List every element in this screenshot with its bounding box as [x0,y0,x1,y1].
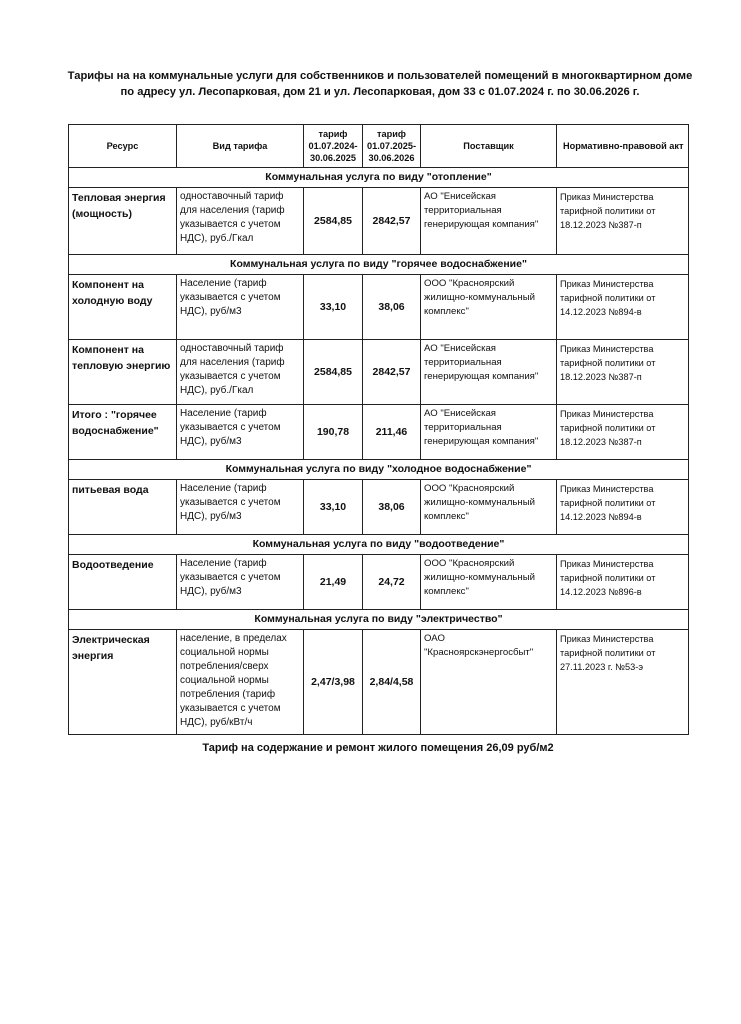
table-row [69,630,689,735]
supplier-cell: ООО "Красноярский жилищно-коммунальный комплекс" [421,555,557,610]
act-cell: Приказ Министерства тарифной политики от 18.12.2023 №387-п [557,405,689,460]
table-row [69,275,689,340]
table-row [69,405,689,460]
tariff-type-cell: одноставочный тариф для населения (тариф указывается с учетом НДС), руб./Гкал [177,340,304,405]
tariff-2025-cell: 38,06 [363,480,421,535]
resource-cell: Водоотведение [69,555,177,610]
resource-cell: Итого : "горячее водоснабжение" [69,405,177,460]
section-row [69,168,689,188]
tariff-2024-cell: 2,47/3,98 [304,630,363,735]
section-row [69,255,689,275]
header-tariff-2025: тариф 01.07.2025-30.06.2026 [363,125,421,168]
tariff-type-cell: Население (тариф указывается с учетом НДС), руб/м3 [177,275,304,340]
tariff-table [68,124,689,735]
header-act: Нормативно-правовой акт [557,125,689,168]
document-title [60,68,700,100]
section-electricity: Коммунальная услуга по виду "электричество" [69,610,689,630]
title-line-2: по адресу ул. Лесопарковая, дом 21 и ул. Лесопарковая, дом 33 с 01.07.2024 г. по 30.06.2026 г. [120,86,640,98]
title-line-1: Тарифы на на коммунальные услуги для собственников и пользователей помещений в многоквартирном доме [67,70,693,82]
header-tariff-type: Вид тарифа [177,125,304,168]
resource-cell: питьевая вода [69,480,177,535]
section-row [69,460,689,480]
tariff-2025-cell: 2,84/4,58 [363,630,421,735]
tariff-2024-cell: 190,78 [304,405,363,460]
act-cell: Приказ Министерства тарифной политики от 27.11.2023 г. №53-э [557,630,689,735]
supplier-cell: АО "Енисейская территориальная генерирующая компания" [421,405,557,460]
table-row [69,188,689,255]
supplier-cell: ООО "Красноярский жилищно-коммунальный комплекс" [421,480,557,535]
resource-cell: Тепловая энергия (мощность) [69,188,177,255]
table-row [69,480,689,535]
tariff-2024-cell: 33,10 [304,480,363,535]
tariff-2024-cell: 2584,85 [304,340,363,405]
tariff-2024-cell: 2584,85 [304,188,363,255]
tariff-2025-cell: 38,06 [363,275,421,340]
tariff-type-cell: Население (тариф указывается с учетом НДС), руб/м3 [177,405,304,460]
section-drainage: Коммунальная услуга по виду "водоотведение" [69,535,689,555]
header-row [69,125,689,168]
resource-cell: Электрическая энергия [69,630,177,735]
tariff-2025-cell: 2842,57 [363,340,421,405]
table-row [69,340,689,405]
section-row [69,535,689,555]
tariff-type-cell: Население (тариф указывается с учетом НДС), руб/м3 [177,480,304,535]
resource-cell: Компонент на холодную воду [69,275,177,340]
tariff-2024-cell: 33,10 [304,275,363,340]
tariff-2024-cell: 21,49 [304,555,363,610]
supplier-cell: ООО "Красноярский жилищно-коммунальный комплекс" [421,275,557,340]
section-heating: Коммунальная услуга по виду "отопление" [69,168,689,188]
supplier-cell: АО "Енисейская территориальная генерирующая компания" [421,340,557,405]
act-cell: Приказ Министерства тарифной политики от 14.12.2023 №896-в [557,555,689,610]
header-resource: Ресурс [69,125,177,168]
maintenance-tariff-note: Тариф на содержание и ремонт жилого помещения 26,09 руб/м2 [202,742,554,754]
act-cell: Приказ Министерства тарифной политики от 18.12.2023 №387-п [557,340,689,405]
tariff-type-cell: Население (тариф указывается с учетом НДС), руб/м3 [177,555,304,610]
table-row [69,555,689,610]
tariff-2025-cell: 24,72 [363,555,421,610]
tariff-2025-cell: 2842,57 [363,188,421,255]
act-cell: Приказ Министерства тарифной политики от 18.12.2023 №387-п [557,188,689,255]
tariff-type-cell: одноставочный тариф для населения (тариф указывается с учетом НДС), руб./Гкал [177,188,304,255]
supplier-cell: АО "Енисейская территориальная генерирующая компания" [421,188,557,255]
header-tariff-2024: тариф 01.07.2024-30.06.2025 [304,125,363,168]
section-row [69,610,689,630]
header-supplier: Поставщик [421,125,557,168]
section-cold-water: Коммунальная услуга по виду "холодное водоснабжение" [69,460,689,480]
resource-cell: Компонент на тепловую энергию [69,340,177,405]
act-cell: Приказ Министерства тарифной политики от 14.12.2023 №894-в [557,275,689,340]
tariff-2025-cell: 211,46 [363,405,421,460]
supplier-cell: ОАО "Красноярскэнергосбыт" [421,630,557,735]
tariff-type-cell: население, в пределах социальной нормы потребления/сверх социальной нормы потребления (тариф указывается с учетом НДС), руб/кВт/ч [177,630,304,735]
section-hot-water: Коммунальная услуга по виду "горячее водоснабжение" [69,255,689,275]
act-cell: Приказ Министерства тарифной политики от 14.12.2023 №894-в [557,480,689,535]
